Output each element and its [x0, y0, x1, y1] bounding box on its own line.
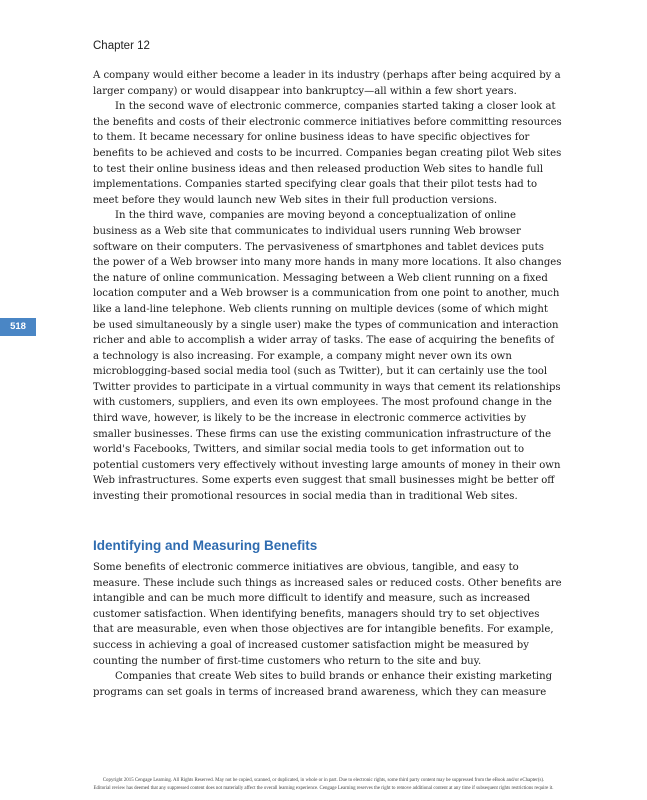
body-text	[93, 68, 563, 505]
section-heading: Identifying and Measuring Benefits	[93, 538, 318, 553]
section-text	[93, 560, 563, 700]
page-number-tab: 518	[0, 318, 36, 336]
footer-line: Editorial review has deemed that any suppressed content does not materially affect the overall learning experience. Cengage Learning reserves the right to remove additional content at any time if subsequent rights restrictions require it.	[93, 786, 554, 791]
paragraph: Companies that create Web sites to build brands or enhance their existing marketing programs can set goals in terms of increased brand awareness, which they can measure	[93, 671, 553, 698]
paragraph: Some benefits of electronic commerce initiatives are obvious, tangible, and easy to measure. These include such things as increased sales or reduced costs. Other benefits are intangible and can be much more difficult to identify and measure, such as increased customer satisfaction. When identifying benefits, managers should try to set objectives that are measurable, even when those objectives are for intangible benefits. For example, success in achieving a goal of increased customer satisfaction might be measured by counting the number of first-time customers who return to the site and buy.	[93, 562, 562, 667]
copyright-footer	[0, 777, 647, 793]
paragraph: In the second wave of electronic commerce, companies started taking a closer look at the benefits and costs of their electronic commerce initiatives before committing resources to them. It became necessary for online business ideas to have specific objectives for benefits to be achieved and costs to be incurred. Companies began creating pilot Web sites to test their online business ideas and then released production Web sites to handle full implementations. Companies started specifying clear goals that their pilot tests had to meet before they would launch new Web sites in their full production versions.	[93, 101, 562, 206]
paragraph: A company would either become a leader in its industry (perhaps after being acquired by a larger company) or would disappear into bankruptcy—all within a few short years.	[93, 70, 561, 97]
paragraph: In the third wave, companies are moving beyond a conceptualization of online business as a Web site that communicates to individual users running Web browser software on their computers. The pervasiveness of smartphones and tablet devices puts the power of a Web browser into many more hands in many more locations. It also changes the nature of online communication. Messaging between a Web client running on a fixed location computer and a Web browser is a communication from one point to another, much like a land-line telephone. Web clients running on multiple devices (some of which might be used simultaneously by a single user) make the types of communication and interaction richer and able to accomplish a wider array of tasks. The ease of acquiring the benefits of a technology is also increasing. For example, a company might never own its own microblogging-based social media tool (such as Twitter), but it can certainly use the tool Twitter provides to participate in a virtual community in ways that cement its relationships with customers, suppliers, and even its own employees. The most profound change in the third wave, however, is likely to be the increase in electronic commerce activities by smaller businesses. These firms can use the existing communication infrastructure of the world's Facebooks, Twitters, and similar social media tools to get information out to potential customers very effectively without investing large amounts of money in their own Web infrastructures. Some experts even suggest that small businesses might be better off investing their promotional resources in social media than in traditional Web sites.	[93, 210, 562, 503]
footer-line: Copyright 2015 Cengage Learning. All Rights Reserved. May not be copied, scanned, or duplicated, in whole or in part. Due to electronic rights, some third party content may be suppressed from the eBook and/or eChapter(s).	[102, 778, 545, 783]
chapter-label: Chapter 12	[93, 40, 150, 52]
